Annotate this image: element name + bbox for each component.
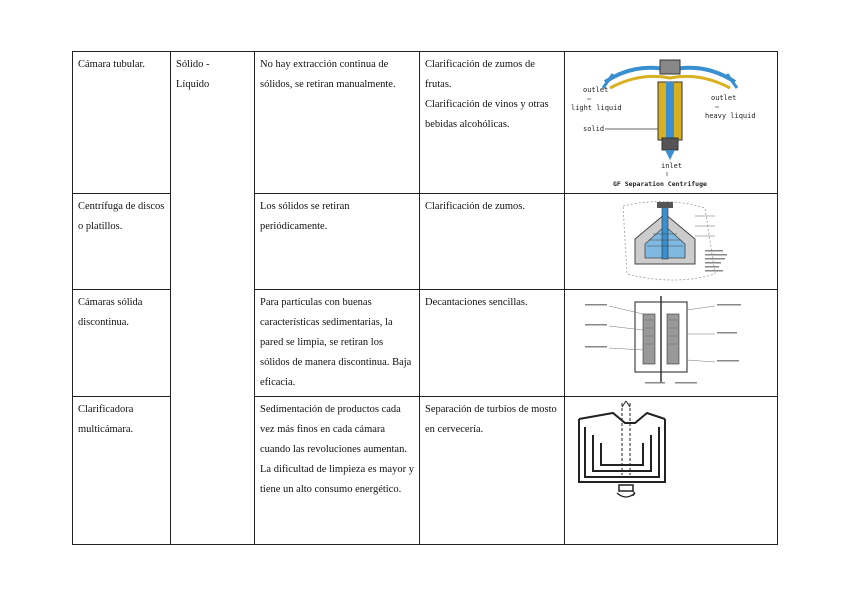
applications-cell [420, 290, 565, 397]
description-text: Para partículas con buenas características sedimentarias, la pared se limpia, se retiran los sólidos de manera discontinua. Baja eficacia. [260, 297, 412, 388]
multichamber-clarifier-diagram [565, 397, 778, 544]
phase-cell [171, 52, 255, 545]
applications-cell [420, 397, 565, 545]
label-solid: solid [583, 125, 605, 133]
centrifuge-table [72, 51, 778, 545]
description-cell [255, 194, 420, 290]
solid-chamber-diagram [565, 290, 778, 395]
description-cell [255, 397, 420, 545]
arrow-up-icon: ⇧ [665, 170, 670, 178]
type-name: Clarificadora multicámara. [78, 404, 134, 435]
applications-cell [420, 194, 565, 290]
application-text: Decantaciones sencillas. [425, 297, 528, 308]
description-text: Sedimentación de productos cada vez más finos en cada cámara cuando las revoluciones aumentan. La dificultad de limpieza es mayor y tiene un alto consumo energético. [260, 404, 414, 495]
description-text: No hay extracción continua de sólidos, se retiran manualmente. [260, 59, 396, 90]
application-text: Clarificación de zumos. [425, 201, 526, 212]
type-name: Cámara tubular. [78, 59, 146, 70]
description-text: Los sólidos se retiran periódicamente. [260, 201, 350, 232]
label-outlet-left: outlet [583, 86, 609, 94]
figure-cell [565, 397, 778, 545]
arrow-left-icon: ⇦ [587, 95, 592, 103]
application-text: Clarificación de vinos y otras bebidas alcohólicas. [425, 99, 549, 130]
type-name: Centrífuga de discos o platillos. [78, 201, 165, 232]
arrow-right-icon: ⇨ [715, 103, 720, 111]
label-light-liquid: light liquid [571, 104, 622, 112]
figure-caption: GF Separation Centrifuge [613, 180, 707, 188]
description-cell [255, 290, 420, 397]
label-inlet: inlet [661, 162, 683, 170]
figure-cell [565, 194, 778, 290]
label-outlet-right: outlet [711, 94, 737, 102]
phase-label: Sólido - Líquido [176, 59, 210, 90]
figure-cell [565, 290, 778, 397]
type-name: Cámaras sólida discontinua. [78, 297, 143, 328]
table-row [73, 52, 778, 194]
type-cell [73, 397, 171, 545]
label-heavy-liquid: heavy liquid [705, 112, 756, 120]
description-cell [255, 52, 420, 194]
figure-cell [565, 52, 778, 194]
applications-cell [420, 52, 565, 194]
type-cell [73, 194, 171, 290]
type-cell [73, 290, 171, 397]
disc-centrifuge-diagram [565, 194, 778, 289]
type-cell [73, 52, 171, 194]
application-text: Separación de turbios de mosto en cervecería. [425, 404, 557, 435]
application-text: Clarificación de zumos de frutas. [425, 59, 535, 90]
tubular-centrifuge-diagram [565, 52, 778, 193]
